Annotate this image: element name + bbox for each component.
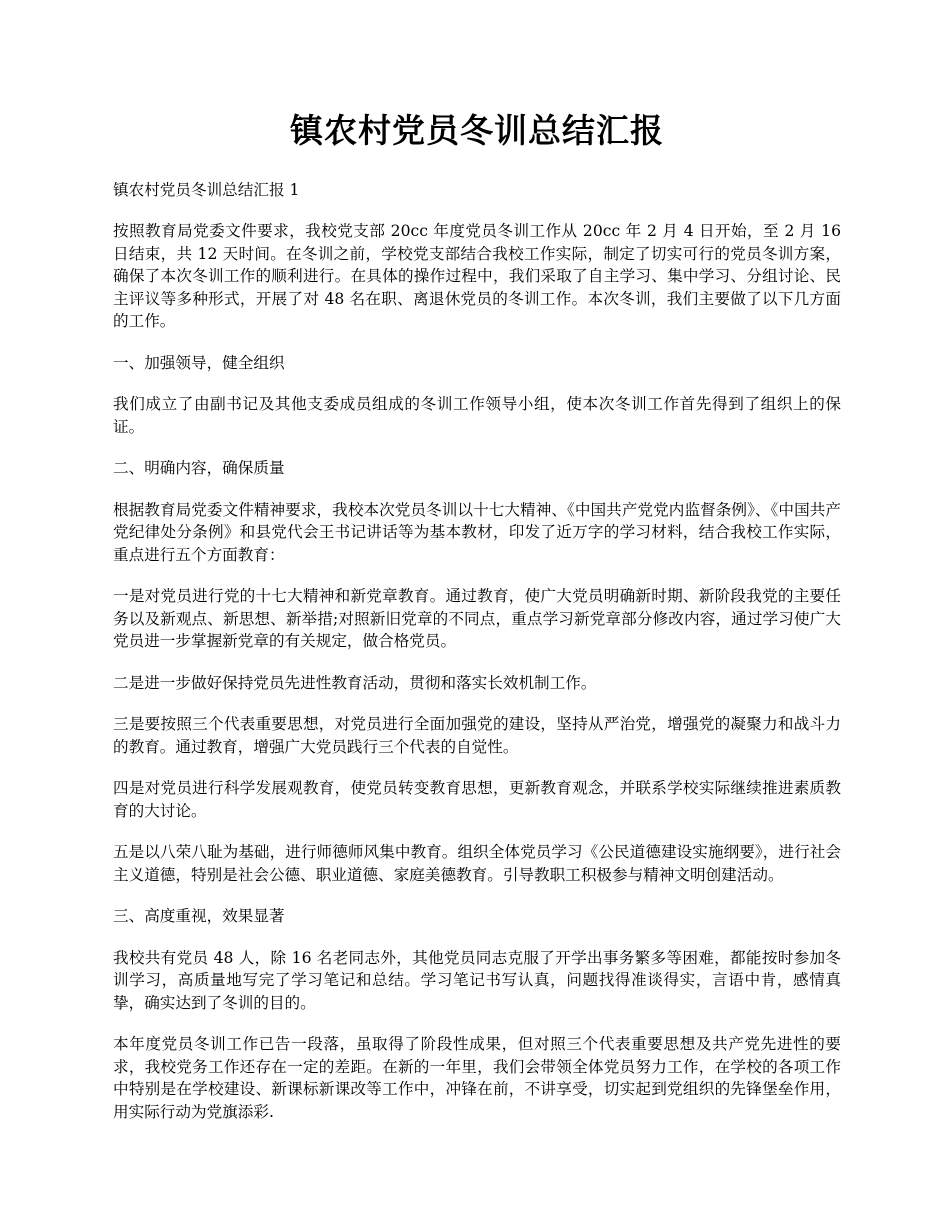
intro-paragraph: 按照教育局党委文件要求，我校党支部 20cc 年度党员冬训工作从 20cc 年 2 月 4 日开始，至 2 月 16 日结束，共 12 天时间。在冬训之前，学校党支部结合我校工作实际，制定了切实可行的党员冬训方案，确保了本次冬训工作的顺利进行。在具体的操作过程中，我们采取了自主学习、集中学习、分组讨论、民主评议等多种形式，开展了对 48 名在职、离退休党员的冬训工作。本次冬训，我们主要做了以下几方面的工作。 (113, 222, 841, 331)
section-heading-3: 三、高度重视，效果显著 (113, 907, 285, 926)
section-heading-2: 二、明确内容，确保质量 (113, 459, 285, 478)
education-item-5: 五是以八荣八耻为基础，进行师德师风集中教育。组织全体党员学习《公民道德建设实施纲要》，进行社会主义道德，特别是社会公德、职业道德、家庭美德教育。引导教职工积极参与精神文明创建活动。 (113, 843, 841, 884)
education-item-2: 二是进一步做好保持党员先进性教育活动，贯彻和落实长效机制工作。 (113, 673, 597, 692)
section-1-paragraph: 我们成立了由副书记及其他支委成员组成的冬训工作领导小组，使本次冬训工作首先得到了组织上的保证。 (113, 395, 841, 436)
education-item-1: 一是对党员进行党的十七大精神和新党章教育。通过教育，使广大党员明确新时期、新阶段我党的主要任务以及新观点、新思想、新举措;对照新旧党章的不同点，重点学习新党章部分修改内容，通过学习使广大党员进一步掌握新党章的有关规定，做合格党员。 (113, 587, 841, 651)
document-title: 镇农村党员冬训总结汇报 (290, 111, 664, 150)
subtitle-line: 镇农村党员冬训总结汇报 1 (113, 180, 300, 199)
section-heading-1: 一、加强领导，健全组织 (113, 353, 285, 372)
document-page (113, 110, 841, 1142)
section-3-paragraph: 我校共有党员 48 人，除 16 名老同志外，其他党员同志克服了开学出事务繁多等困难，都能按时参加冬训学习，高质量地写完了学习笔记和总结。学习笔记书写认真，问题找得准谈得实，言语中肯，感情真挚，确实达到了冬训的目的。 (113, 948, 841, 1012)
section-2-paragraph: 根据教育局党委文件精神要求，我校本次党员冬训以十七大精神、《中国共产党党内监督条例》、《中国共产党纪律处分条例》和县党代会王书记讲话等为基本教材，印发了近万字的学习材料，结合我校工作实际，重点进行五个方面教育： (113, 500, 841, 564)
education-item-4: 四是对党员进行科学发展观教育，使党员转变教育思想，更新教育观念，并联系学校实际继续推进素质教育的大讨论。 (113, 779, 841, 820)
education-item-3: 三是要按照三个代表重要思想，对党员进行全面加强党的建设，坚持从严治党，增强党的凝聚力和战斗力的教育。通过教育，增强广大党员践行三个代表的自觉性。 (113, 715, 841, 756)
closing-paragraph: 本年度党员冬训工作已告一段落，虽取得了阶段性成果，但对照三个代表重要思想及共产党先进性的要求，我校党务工作还存在一定的差距。在新的一年里，我们会带领全体党员努力工作，在学校的各项工作中特别是在学校建设、新课标新课改等工作中，冲锋在前，不讲享受，切实起到党组织的先锋堡垒作用，用实际行动为党旗添彩. (113, 1035, 841, 1121)
